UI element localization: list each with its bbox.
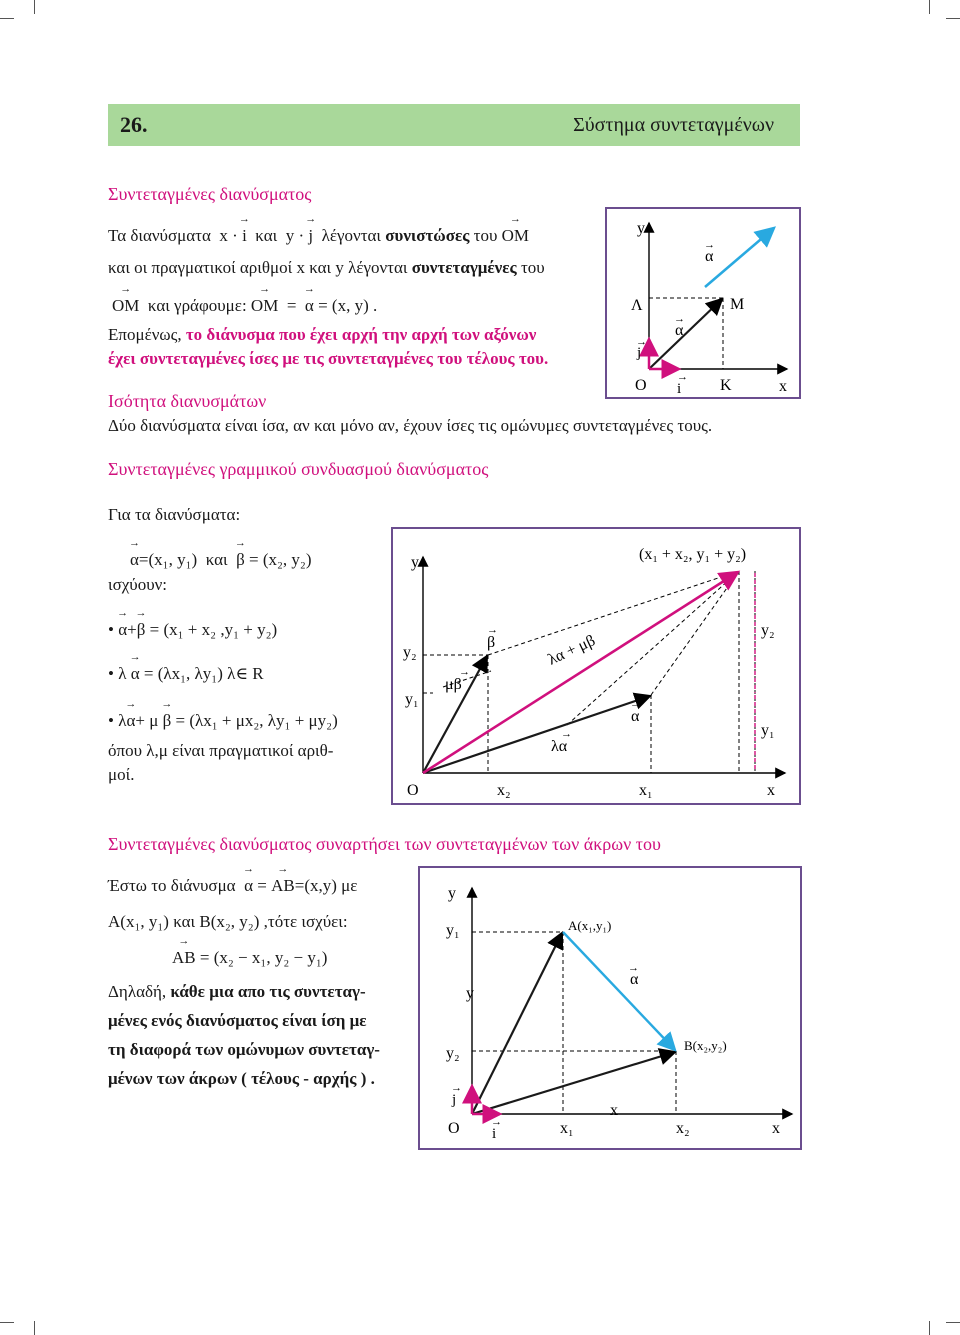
text: Επομένως, [108,325,182,344]
sec1-line3 [112,296,377,316]
vector-alpha: → α [244,876,253,896]
label-o: O [635,377,647,394]
sec4-line3 [172,948,327,968]
section-heading-equality: Ισότητα διανυσμάτων [108,391,267,411]
label-y: y [637,220,645,237]
label-alpha-inner: α [675,322,684,339]
label-k: K [720,377,732,394]
vector-arrow-glyph: → [630,698,641,710]
dash-lines [472,932,676,1114]
chapter-title: Σύστημα συντεταγμένων [573,114,774,136]
figure-om-svg [607,209,799,397]
vector-alpha [423,696,650,773]
vector-j: → j [308,226,313,246]
vector-alpha: → α [130,550,139,570]
label-y: y [411,554,419,571]
text: και [255,226,278,245]
label-j: j [637,345,642,361]
label-sum-point: (x₁ + x₂, y₁ + y₂) [639,546,747,563]
label-y-axis: y [448,885,456,902]
text: = (x₁ + x₂ ,y₁ + y₂) [149,620,278,639]
crop-mark [946,18,960,19]
vector-ab: → AB [271,876,295,896]
label-o: O [407,782,419,799]
crop-mark [34,0,35,14]
vector-arrow-glyph: → [674,313,685,325]
text: του [473,226,498,245]
page-number: 26. [120,112,148,137]
sec1-line4 [108,325,536,345]
label-right-y1: y₁ [761,722,775,739]
vector-i: → i [242,226,247,246]
crop-mark [0,18,14,19]
sec3-intro: Για τα διανύσματα: [108,505,241,524]
vector-alpha: → α [305,296,314,316]
label-x: x [610,1102,618,1119]
text: λ [118,711,127,730]
sec4-line1 [108,876,357,896]
section-heading-endpoints: Συντεταγμένες διανύσματος συναρτήσει των συντεταγμένων των άκρων του [108,834,661,854]
label-x: x [767,782,775,799]
text: = [286,296,297,315]
vector-arrow-glyph: → [487,624,498,636]
label-beta: β [487,634,496,651]
sec1-line5 [108,349,548,369]
label-y: y [466,985,474,1002]
text: λέγονται [321,226,382,245]
label-lambda-alpha: λα [551,738,568,755]
figure-linear-combination-svg [393,529,799,803]
text: =(x₁, y₁) [138,550,198,569]
text: και οι πραγματικοί αριθμοί x και y λέγονται [108,258,408,277]
vector-arrow-glyph: → [628,962,639,974]
label-x1: x₁ [560,1120,574,1137]
label-alpha-free: α [705,248,714,265]
label-y1: y₁ [405,691,419,708]
sec4-bold-line [108,1069,375,1089]
text: = (x₂, y₂) [249,550,312,569]
vector-arrow-glyph: → [491,1116,502,1128]
label-m: M [730,296,745,313]
section-heading-linear-combination: Συντεταγμένες γραμμικού συνδυασμού διανύσματος [108,459,489,479]
math: x · → i [215,226,247,245]
vector-arrow-glyph: → [704,239,715,251]
bold-text: μένων των άκρων ( τέλους - αρχής ) . [108,1069,375,1088]
text: =(x,y) με [294,876,358,895]
label-x1: x₁ [639,782,653,799]
vector-arrow-glyph: → [636,336,647,348]
figure-linear-combination [391,527,801,805]
text: Δηλαδή, [108,982,167,1001]
label-point-b: B(x₂,y₂) [684,1038,727,1053]
crop-mark [929,1321,930,1335]
vector-alpha: → α [131,664,140,684]
section-heading-coordinates: Συντεταγμένες διανύσματος [108,184,312,204]
label-combination: λα + μβ [545,632,598,669]
vector-om: → ΟΜ [251,296,278,316]
vector-oa [472,933,562,1114]
vector-arrow-glyph: → [459,666,470,678]
formula-scalar: • λ → α = (λx₁, λy₁) λ∈ R [108,664,264,684]
sec4-line2: A(x₁, y₁) και B(x₂, y₂) ,τότε ισχύει: [108,912,348,931]
text: + μ [135,711,159,730]
bold-term: συνιστώσες [385,226,470,245]
vector-beta: → β [236,550,245,570]
label-i: i [677,381,682,397]
text: = (λx₁, λy₁) λ∈ R [143,664,264,683]
vector-arrow-glyph: → [561,728,572,740]
sec3-note: μοί. [108,765,135,784]
label-x2: x₂ [676,1120,690,1137]
page-header [108,104,800,146]
vector-sum [423,572,738,773]
vector-beta: → β [163,711,172,731]
sec1-line2 [108,258,545,278]
label-alpha: α [630,971,639,988]
label-x: x [779,378,787,395]
var: x [219,226,228,245]
text: = (λx₁ + μx₂, λy₁ + μy₂) [175,711,338,730]
label-point-a: A(x₁,y₁) [568,918,612,933]
label-y2: y₂ [403,644,417,661]
equality-statement: Δύο διανύσματα είναι ίσα, αν και μόνο αν, έχουν ίσες τις ομώνυμες συντεταγμένες τους. [108,416,713,435]
label-right-y2: y₂ [761,622,775,639]
vector-alpha: → α [126,711,135,731]
text: και [205,550,228,569]
text: + [127,620,137,639]
text: του [520,258,545,277]
var: y [285,226,295,245]
vector-om: → ΟΜ [502,226,529,246]
label-x-axis: x [772,1120,780,1137]
vector-beta: → β [137,620,146,640]
figure-endpoints [418,866,802,1150]
label-j: j [452,1092,457,1108]
crop-mark [946,1322,960,1323]
crop-mark [929,0,930,14]
sec4-bold-line [108,1040,380,1060]
sec1-line1 [108,226,529,246]
label-o: O [448,1120,460,1137]
vector-om [649,299,722,369]
crop-mark [0,1322,14,1323]
sec3-definitions [130,550,312,570]
highlight-text: το διάνυσμα που έχει αρχή την αρχή των αξόνων [185,325,537,344]
label-alpha: α [631,708,640,725]
bold-text: τη διαφορά των ομώνυμων συντεταγ- [108,1040,380,1059]
vector-om: → ΟΜ [112,296,139,316]
vector-alpha: → α [118,620,127,640]
bold-term: συντεταγμένες [411,258,517,277]
vector-ob [472,1052,675,1114]
crop-mark [34,1321,35,1335]
text: Έστω το διάνυσμα [108,876,236,895]
vector-ab [563,932,675,1050]
math: y · → j [286,226,313,245]
formula-linear-combination: • λ→ α+ μ → β = (λx₁ + μx₂, λy₁ + μy₂) [108,711,338,731]
label-lambda: Λ [631,297,643,314]
label-y2: y₂ [446,1045,460,1062]
highlight-text: έχει συντεταγμένες ίσες με τις συντεταγμένες του τέλους του. [108,349,549,368]
figure-endpoints-svg [420,868,800,1148]
text: Τα διανύσματα [108,226,211,245]
label-x2: x₂ [497,782,511,799]
label-mu-beta: μβ [445,676,462,693]
sec4-bold-line [108,1011,367,1031]
bold-text: κάθε μια απο τις συντεταγ- [170,982,366,1001]
text: = [257,876,267,895]
sec4-bold-line [108,982,366,1002]
vector-arrow-glyph: → [677,371,688,383]
bold-text: μένες ενός διανύσματος είναι ίση με [108,1011,367,1030]
vector-arrow-glyph: → [451,1082,462,1094]
text: = (x₂ − x₁, y₂ − y₁) [199,948,328,967]
text: λ [118,664,127,683]
label-y1: y₁ [446,922,460,939]
text: και γράφουμε: [147,296,247,315]
free-vector-alpha [705,228,774,287]
text: = (x, y) . [318,296,378,315]
figure-om-vector [605,207,801,399]
label-i: i [492,1126,497,1142]
vector-ab: → AB [172,948,196,968]
formula-sum: • → α+→ β = (x₁ + x₂ ,y₁ + y₂) [108,620,277,640]
sec3-hold: ισχύουν: [108,575,168,594]
sec3-note: όπου λ,μ είναι πραγματικοί αριθ- [108,741,334,760]
